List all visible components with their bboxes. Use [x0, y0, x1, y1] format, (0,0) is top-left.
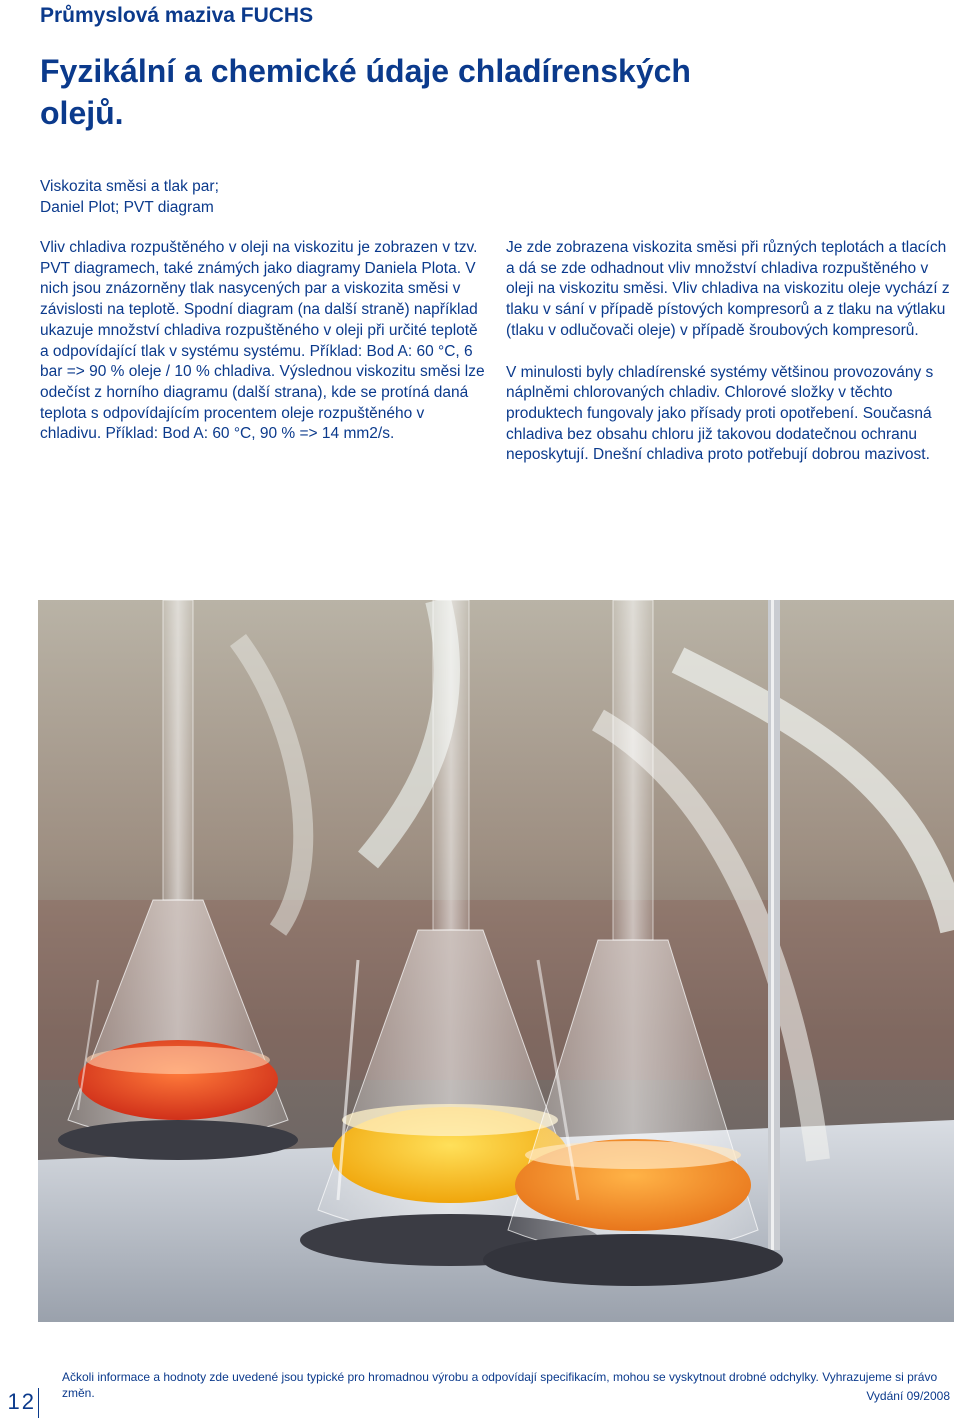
section-subtitle-line-2: Daniel Plot; PVT diagram: [40, 199, 214, 216]
page-title: Fyzikální a chemické údaje chladírenských olejů.: [40, 53, 691, 131]
page-number-divider: [38, 1388, 39, 1418]
lab-flasks-illustration: [38, 600, 954, 1322]
right-paragraph-2: V minulosti byly chladírenské systémy většinou provozovány s náplněmi chlorovaných chladiv. Chlorové složky v těchto produktech fungovaly jako přísady proti opotřebení. Současná chladiva bez obsahu chloru již takovou dodatečnou ochranu neposkytují. Dnešní chladiva proto potřebují dobrou mazivost.: [506, 363, 934, 464]
section-subtitle-line-1: Viskozita směsi a tlak par;: [40, 178, 219, 195]
footer-edition: Vydání 09/2008: [866, 1389, 950, 1403]
section-subtitle: [40, 176, 440, 218]
right-paragraph-1: Je zde zobrazena viskozita směsi při různých teplotách a tlacích a dá se zde odhadnout vliv množství chladiva rozpuštěného v oleji na viskozitu směsi. Vliv chladiva na viskozitu oleje vychází z tlaku v sání v případě pístových kompresorů a z tlaku na výtlaku (tlaku v odlučovači oleje) v případě šroubových kompresorů.: [506, 239, 950, 339]
left-column: [40, 238, 488, 445]
page-number: 12: [7, 1389, 36, 1414]
right-column: [506, 238, 952, 466]
brand-heading: Průmyslová maziva FUCHS: [40, 4, 314, 27]
footer-disclaimer: Ačkoli informace a hodnoty zde uvedené jsou typické pro hromadnou výrobu a odpovídají specifikacím, mohou se vyskytnout drobné odchylky. Vyhrazujeme si právo změn.: [62, 1370, 938, 1400]
lab-flasks-photo: [38, 600, 954, 1322]
left-paragraph: Vliv chladiva rozpuštěného v oleji na viskozitu je zobrazen v tzv. PVT diagramech, také známých jako diagramy Daniela Plota. V nich jsou znázorněny tlak nasycených par a viskozita směsi v závislosti na teplotě. Spodní diagram (na další straně) například ukazuje množství chladiva rozpuštěného v oleji při určité teplotě a odpovídající tlak v systému systému. Příklad: Bod A: 60 °C, 6 bar => 90 % oleje / 10 % chladiva. Výslednou viskozitu směsi lze odečíst z horního diagramu (další strana), kde se protíná daná teplota s odpovídajícím procentem oleje rozpuštěného v chladivu. Příklad: Bod A: 60 °C, 90 % => 14 mm2/s.: [40, 239, 485, 443]
